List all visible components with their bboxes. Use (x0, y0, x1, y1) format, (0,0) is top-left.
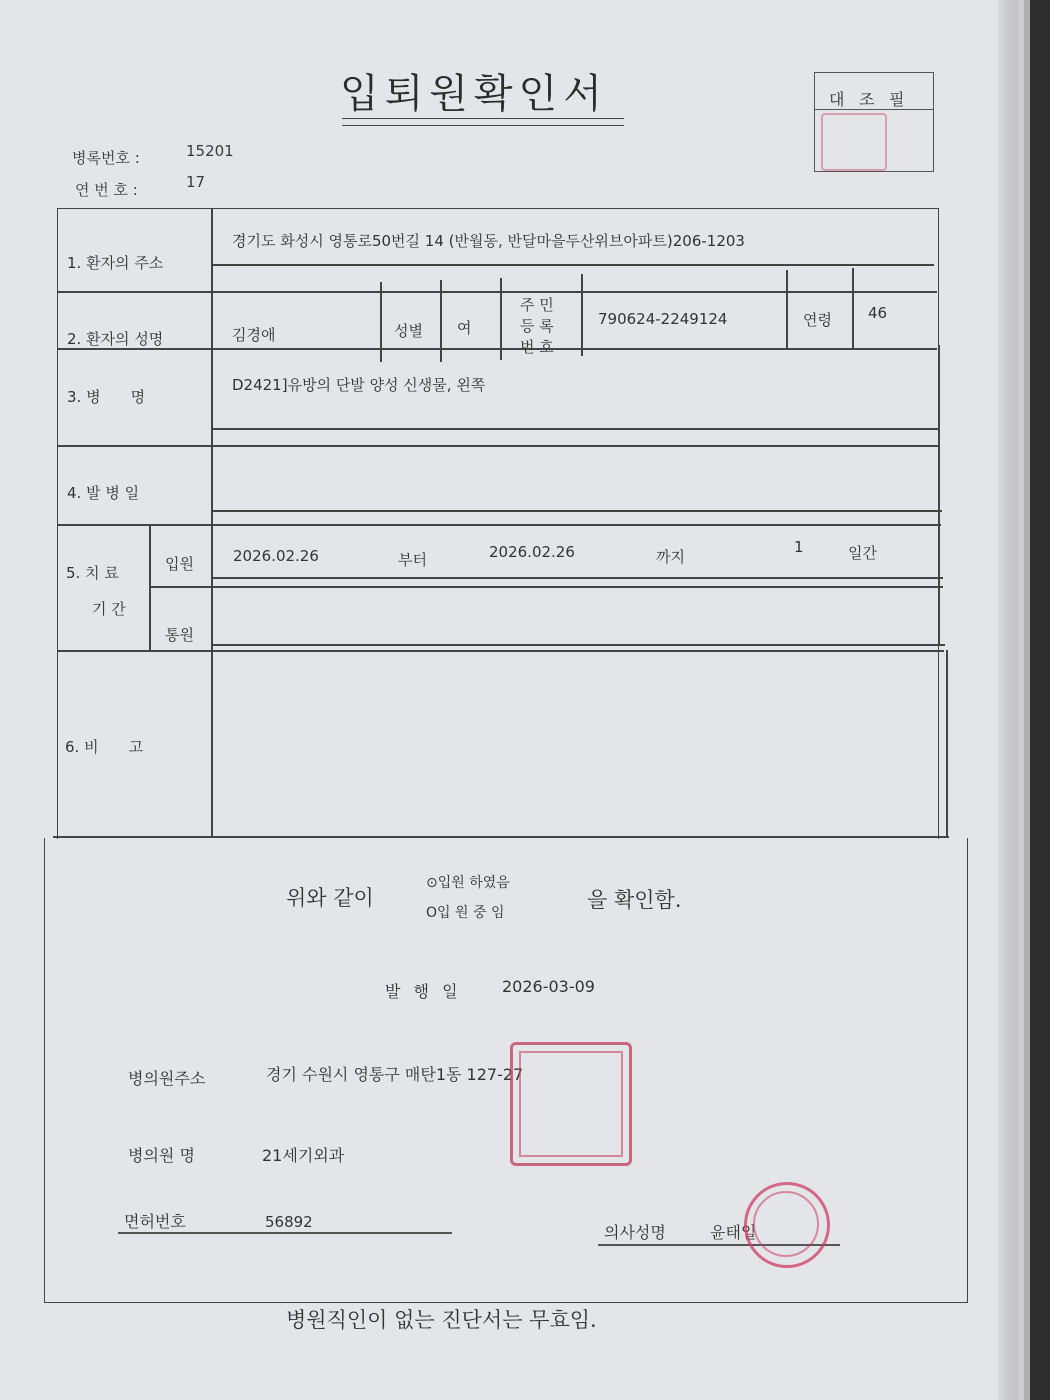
footer-note: 병원직인이 없는 진단서는 무효임. (286, 1308, 597, 1332)
outpatient-label: 통원 (165, 626, 194, 644)
age-value: 46 (868, 304, 888, 322)
row-divider (149, 586, 943, 588)
row-divider (57, 650, 944, 652)
title-underline-2 (342, 125, 624, 126)
row-divider (212, 644, 945, 646)
inpatient-days: 1 (794, 538, 804, 556)
col-divider (440, 280, 442, 362)
license-label: 면허번호 (124, 1212, 186, 1231)
rrn-value: 790624-2249124 (598, 310, 728, 328)
days-unit: 일간 (848, 544, 877, 562)
address-label: 1. 환자의 주소 (67, 254, 164, 272)
col-divider (581, 274, 583, 356)
col-divider (938, 345, 940, 645)
treatment-period-label: 기 간 (92, 600, 126, 618)
hospital-address-label: 병의원주소 (128, 1069, 206, 1088)
inpatient-label: 입원 (165, 555, 194, 573)
name-label: 2. 환자의 성명 (67, 330, 164, 348)
license-underline (118, 1232, 452, 1234)
confirm-prefix: 위와 같이 (286, 886, 374, 910)
rrn-label-2: 등 록 (520, 317, 554, 335)
disease-value: D2421]유방의 단발 양성 신생물, 왼쪽 (232, 376, 486, 394)
disease-label: 3. 병 명 (67, 388, 146, 406)
document-title: 입퇴원확인서 (340, 71, 608, 117)
col-divider (500, 278, 502, 360)
confirm-option-admitted: ⊙입원 하였음 (426, 875, 510, 891)
serial-no-label: 연 번 호 : (75, 181, 138, 199)
issue-date-label: 발 행 일 (385, 982, 462, 1001)
col-divider (946, 650, 948, 838)
sex-value: 여 (457, 319, 472, 337)
hospital-name-label: 병의원 명 (128, 1146, 195, 1165)
treatment-label: 5. 치 료 (66, 564, 119, 582)
issue-date: 2026-03-09 (502, 977, 595, 996)
verification-box (814, 72, 934, 172)
col-divider (852, 268, 854, 348)
verification-char-3: 필 (889, 90, 905, 109)
doctor-seal (744, 1182, 830, 1268)
serial-no-value: 17 (186, 173, 206, 191)
row-divider (57, 291, 937, 293)
confirm-suffix: 을 확인함. (587, 888, 682, 912)
confirm-option-inpatient: O입 원 중 임 (426, 905, 505, 921)
inpatient-to-date: 2026.02.26 (489, 543, 575, 561)
remarks-label: 6. 비 고 (65, 738, 144, 756)
col-divider (149, 524, 151, 650)
row-divider (57, 445, 939, 447)
license-no: 56892 (265, 1213, 313, 1231)
row-divider (212, 428, 938, 430)
record-no-label: 병록번호 : (72, 149, 140, 167)
paper-stack-edge-2 (1018, 0, 1030, 1400)
sex-label: 성별 (394, 322, 423, 340)
hospital-seal (510, 1042, 632, 1166)
col-divider (380, 282, 382, 362)
name-value: 김경애 (232, 326, 276, 344)
verification-char-1: 대 (829, 90, 845, 109)
row-divider (212, 264, 934, 266)
hospital-name: 21세기외과 (262, 1146, 345, 1165)
rrn-label-1: 주 민 (520, 296, 554, 314)
to-word: 까지 (656, 548, 685, 566)
row-divider (57, 524, 941, 526)
verification-stamp (821, 113, 887, 171)
doctor-name: 윤태일 (710, 1223, 757, 1242)
inpatient-from-date: 2026.02.26 (233, 547, 319, 565)
verification-char-2: 조 (859, 90, 875, 109)
doctor-label: 의사성명 (604, 1223, 666, 1242)
title-underline (342, 118, 624, 119)
onset-label: 4. 발 병 일 (67, 484, 140, 502)
from-word: 부터 (398, 551, 427, 569)
address-value: 경기도 화성시 영통로50번길 14 (반월동, 반달마을두산위브아파트)206-1203 (232, 232, 745, 250)
record-no-value: 15201 (186, 142, 234, 160)
row-divider (57, 348, 937, 350)
hospital-address: 경기 수원시 영통구 매탄1동 127-27 (266, 1065, 524, 1084)
verification-header (815, 73, 933, 110)
col-divider (786, 270, 788, 350)
col-divider (211, 208, 213, 838)
rrn-label-3: 번 호 (520, 338, 554, 356)
row-divider (212, 577, 943, 579)
row-divider (212, 510, 942, 512)
age-label: 연령 (803, 311, 832, 329)
